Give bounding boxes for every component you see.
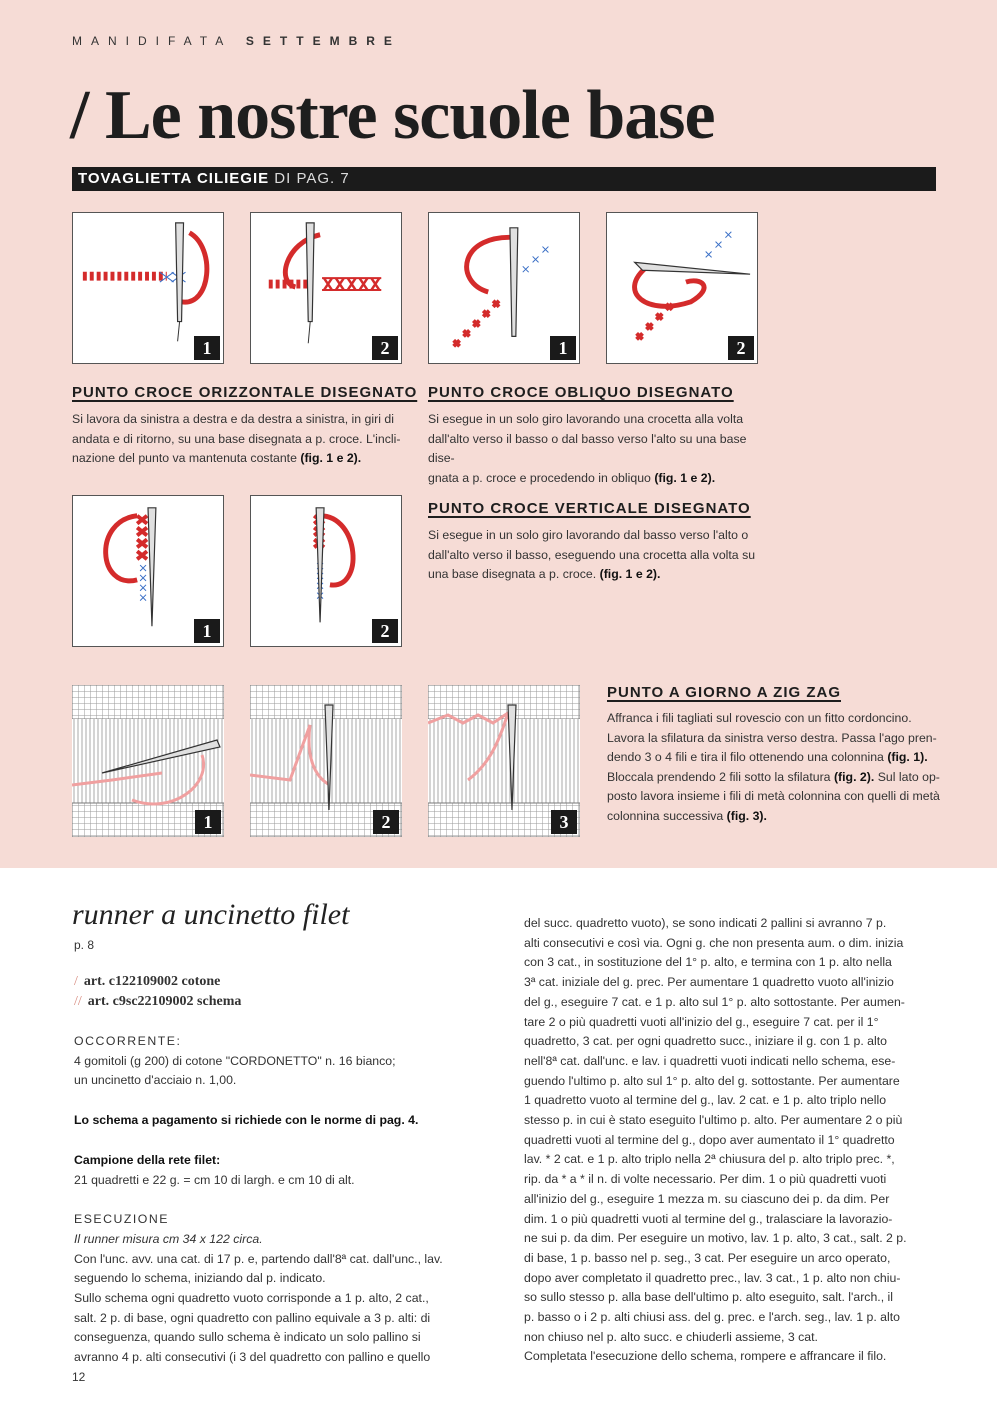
runner-title: runner a uncinetto filet (72, 898, 350, 931)
figure-oblique-2 (606, 212, 758, 364)
section-bar: TOVAGLIETTA CILIEGIE DI PAG. 7 (72, 167, 936, 191)
page-number: 12 (72, 1370, 86, 1384)
article-code-schema: // art. c9sc22109002 schema (74, 994, 242, 1009)
label-campione: Campione della rete filet: (74, 1152, 221, 1167)
figure-number: 2 (372, 336, 398, 360)
text-punto-a-giorno-zig-zag: Affranca i fili tagliati sul rovescio con un fitto cordoncino. Lavora la sfilatura da sinistra verso destra. Passa l'ago pren- dendo 3 o 4 fili e tira il filo ottenendo una colonnina (fig. 1). Bloccala prendendo 2 fili sotto la sfilatura (fig. 2). Sul lato op- posto lavora insieme i fili di metà colonnina con quelli di metà colonnina successiva (fig. 3). (607, 711, 940, 823)
figure-number: 1 (194, 336, 220, 360)
heading-punto-croce-orizzontale: PUNTO CROCE ORIZZONTALE DISEGNATO (72, 384, 418, 401)
page-title: / Le nostre scuole base (70, 77, 715, 154)
figure-vertical-1 (72, 495, 224, 647)
article-code-cotone: / art. c122109002 cotone (74, 974, 221, 989)
runner-page-ref: p. 8 (74, 938, 95, 952)
heading-punto-a-giorno-zig-zag: PUNTO A GIORNO A ZIG ZAG (607, 684, 841, 701)
figure-number: 2 (372, 619, 398, 643)
heading-punto-croce-obliquo: PUNTO CROCE OBLIQUO DISEGNATO (428, 384, 734, 401)
runner-right-column: del succ. quadretto vuoto), se sono indicati 2 pallini si avranno 7 p. alti consecutivi e così via. Ogni g. che non presenta aum. o dim. inizia con 3 cat., in sostituzione del 1° p. alto, e termina con 1 p. alto nella 3ª cat. iniziale del g. prec. Per aumentare 1 quadretto vuoto all'inizio del g., eseguire 7 cat. e 1 p. alto sul 1° p. alto sottostante. Per aumen- tare 2 o più quadretti vuoti all'inizio del g., eseguire 7 cat. per il 1° quadretto, 3 cat. per ogni quadretto succ., iniziare il g. con 1 p. alto nell'8ª cat. dall'unc. e lav. i quadretti vuoti indicati nello schema, ese- guendo l'ultimo p. alto sul 1° p. alto del g. sottostante. Per aumentare 1 quadretto vuoto al termine del g., lav. 2 cat. e 1 p. alto triplo nello stesso p. in cui è stato eseguito l'ultimo p. alto. Per aumentare 2 o più quadretti vuoti al termine del g., dopo aver aumentato il 1° quadretto lav. * 2 cat. e 1 p. alto triplo nella 2ª chiusura del p. alto triplo prec. *, rip. da * a * il n. di volte necessario. Per dim. 1 o più quadretti vuoti all'inizio del g., eseguire 1 mezza m. su ciascuno dei p. da dim. Per dim. 1 o più quadretti vuoti al termine del g., tralasciare la lavorazio- ne sui p. da dim. Per eseguire un motivo, lav. 1 p. alto, 3 cat., salt. 2 p. di base, 1 p. basso nel p. seg., 3 cat. Per eseguire un arco operato, dopo aver completato il quadretto prec., lav. 3 cat., 1 p. alto non chiu- so sullo stesso p. alla base dell'ultimo p. alto eseguito, salt. l'arch., il p. basso o i 2 p. alti chiusi ass. del g. prec. e l'arch. seg., lav. 1 p. alto non chiuso nel p. alto succ. e chiuderli assieme, 3 cat. Completata l'esecuzione dello schema, rompere e affrancare il filo. (524, 916, 907, 1364)
figure-number: 3 (551, 810, 577, 834)
schema-note: Lo schema a pagamento si richiede con le norme di pag. 4. (74, 1113, 419, 1128)
text-punto-croce-orizzontale: Si lavora da sinistra a destra e da destra a sinistra, in giri di andata e di ritorno, su una base disegnata a p. croce. L'incli- nazione del punto va mantenuta costante (fig. 1 e 2). (72, 412, 401, 465)
figure-zigzag-3 (428, 685, 580, 837)
runner-left-column: OCCORRENTE: 4 gomitoli (g 200) di cotone "CORDONETTO" n. 16 bianco; un uncinetto d'acciaio n. 1,00. Lo schema a pagamento si richiede con le norme di pag. 4. Campione della rete filet: 21 quadretti e 22 g. = cm 10 di largh. e cm 10 di alt. ESECUZIONE Il runner misura cm 34 x 122 circa. Con l'unc. avv. una cat. di 17 p. e, partendo dall'8ª cat. dall'unc., lav. seguendo lo schema, iniziando dal p. indicato. Sullo schema ogni quadretto vuoto corrisponde a 1 p. alto, 2 cat., salt. 2 p. di base, ogni quadretto con pallino equivale a 3 p. alti: di conseguenza, quando sullo schema è indicato un solo pallino si avranno 4 p. alti consecutivi (i 3 del quadretto con pallino e quello (74, 1032, 494, 1368)
text-punto-croce-obliquo: Si esegue in un solo giro lavorando una crocetta alla volta dall'alto verso il basso o dal basso verso l'alto su una base dise- gnata a p. croce e procedendo in obliquo (fig. 1 e 2). (428, 412, 747, 485)
text-punto-croce-verticale: Si esegue in un solo giro lavorando dal basso verso l'alto o dall'alto verso il basso, eseguendo una crocetta alla volta su una base disegnata a p. croce. (fig. 1 e 2). (428, 528, 756, 581)
figure-number: 1 (195, 810, 221, 834)
running-header: MANIDIFATA SETTEMBRE (72, 34, 401, 48)
figure-number: 2 (373, 810, 399, 834)
figure-oblique-1 (428, 212, 580, 364)
figure-number: 1 (550, 336, 576, 360)
label-occorrente: OCCORRENTE: (74, 1034, 182, 1048)
figure-horizontal-1 (72, 212, 224, 364)
figure-number: 1 (194, 619, 220, 643)
figure-horizontal-2 (250, 212, 402, 364)
label-esecuzione: ESECUZIONE (74, 1212, 169, 1227)
figure-zigzag-1 (72, 685, 224, 837)
figure-vertical-2 (250, 495, 402, 647)
figure-number: 2 (728, 336, 754, 360)
heading-punto-croce-verticale: PUNTO CROCE VERTICALE DISEGNATO (428, 500, 751, 517)
figure-zigzag-2 (250, 685, 402, 837)
